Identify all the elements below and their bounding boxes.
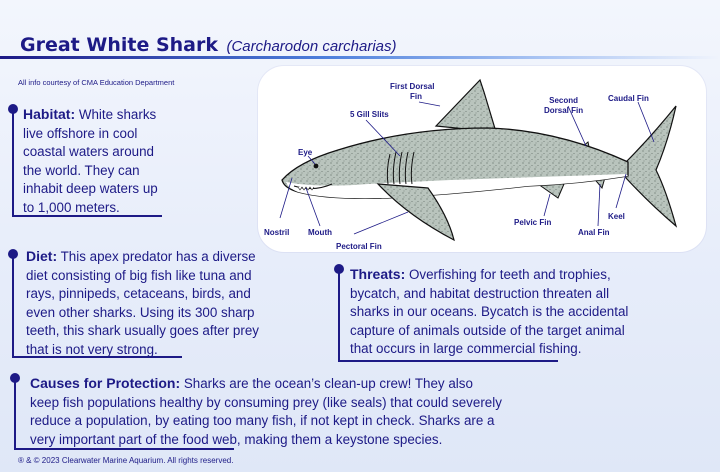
shark-diagram-panel (258, 66, 706, 252)
label-mouth: Mouth (308, 228, 332, 237)
label-pectoral-fin: Pectoral Fin (336, 242, 382, 251)
page-title (20, 34, 397, 56)
label-anal-fin: Anal Fin (578, 228, 610, 237)
habitat-text: Habitat: White sharks live offshore in cool coastal waters around the world. They can inhabit deep waters up to 1,000 meters. (23, 106, 158, 215)
label-gill-slits: 5 Gill Slits (350, 110, 389, 119)
label-keel: Keel (608, 212, 625, 221)
protection-text: Causes for Protection: Sharks are the ocean’s clean-up crew! They also keep fish populations healthy by consuming prey (like seals) that could severely reduce a population, by eating too many fish, if not kept in check. Sharks are a very important part of the food web, making them a keystone species. (30, 375, 502, 447)
diet-section (12, 249, 312, 358)
label-eye: Eye (298, 148, 313, 157)
habitat-section (12, 104, 242, 217)
diet-text: Diet: This apex predator has a diverse diet consisting of big fish like tuna and rays, pinnipeds, cetaceans, birds, and even other sharks. Using its 300 sharp teeth, this shark usually goes after prey that is not very strong. (26, 248, 259, 357)
label-first-dorsal-fin: First Dorsal Fin (390, 82, 435, 101)
threats-section (338, 264, 710, 362)
label-pelvic-fin: Pelvic Fin (514, 218, 552, 227)
title-divider (0, 56, 720, 59)
label-caudal-fin: Caudal Fin (608, 94, 649, 103)
threats-text: Threats: Overfishing for teeth and trophies, bycatch, and habitat destruction threaten all sharks in our oceans. Bycatch is the accidental capture of animals outside of the target animal that occurs in large commercial fishing. (350, 266, 629, 356)
credit-line: All info courtesy of CMA Education Department (18, 78, 175, 87)
title-common-name: Great White Shark (20, 34, 218, 56)
protection-section (14, 373, 714, 450)
label-second-dorsal-fin: Second Dorsal Fin (544, 96, 584, 115)
title-scientific-name: (Carcharodon carcharias) (226, 38, 397, 55)
label-nostril: Nostril (264, 228, 290, 237)
copyright-footer: ® & © 2023 Clearwater Marine Aquarium. All rights reserved. (18, 456, 234, 465)
